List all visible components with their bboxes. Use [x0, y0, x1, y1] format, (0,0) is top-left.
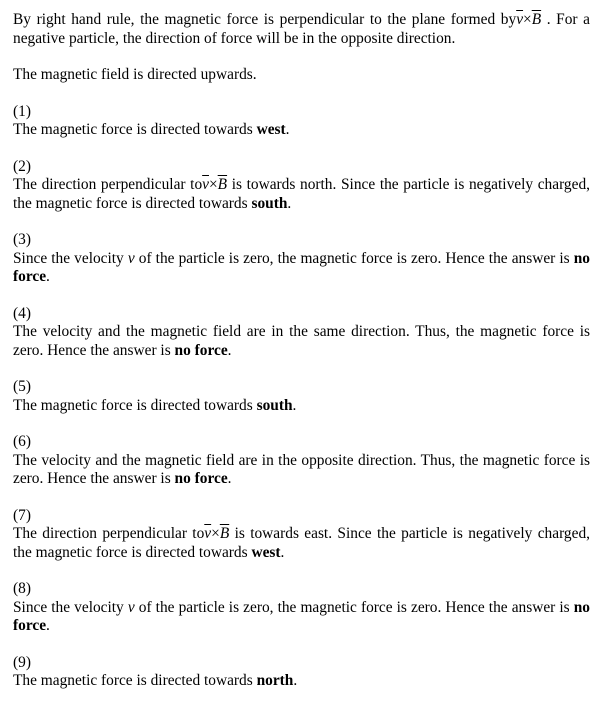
answer-bold: west [256, 121, 286, 138]
part-number: (3) [13, 231, 31, 248]
answer-bold: no force [13, 598, 590, 634]
part-answer: The magnetic force is directed towards north. [13, 672, 298, 689]
answer-bold: west [251, 543, 281, 561]
part-answer: The velocity and the magnetic field are in the opposite direction. Thus, the magnetic force is zero. Hence the answer is no force. [13, 451, 590, 487]
part-number: (1) [13, 102, 31, 120]
part-number: (5) [13, 378, 31, 395]
intro-paragraph: By right hand rule, the magnetic force is perpendicular to the plane formed $by\overline{v}\times\overline{B}$ . For a negative particle, the direction of force will be in the opposite direction. [13, 11, 590, 47]
answer-bold: no force [174, 470, 228, 487]
part-number: (8) [13, 580, 31, 597]
part-answer: Since the velocity v of the particle is zero, the magnetic force is zero. Hence the answer is no force. [13, 598, 590, 634]
answer-bold: no force [13, 249, 590, 285]
part-answer: The velocity and the magnetic field are in the same direction. Thus, the magnetic force is zero. Hence the answer is no force. [13, 323, 590, 359]
part-number: (2) [13, 157, 31, 175]
part-answer: The direction perpendicular $to\overline{v}\times\overline{B}$ is towards north. Since the particle is negatively charged, the magnetic force is directed towards south. [13, 176, 590, 212]
velocity-vector: $\overline{v}$ [516, 11, 524, 28]
answer-bold: no force [174, 341, 228, 359]
part-answer: The direction perpendicular $to\overline{v}\times\overline{B}$ is towards east. Since the particle is negatively charged, the magnetic force is directed towards west. [13, 525, 590, 561]
field-direction-text: The magnetic field is directed upwards. [13, 66, 257, 83]
part-number: (6) [13, 433, 31, 450]
part-answer: The magnetic force is directed towards west. [13, 121, 290, 138]
part-number: (7) [13, 506, 31, 524]
answer-bold: north [256, 672, 294, 689]
part-answer: The magnetic force is directed towards south. [13, 396, 297, 414]
cross-symbol: × [523, 11, 532, 28]
document-body [13, 11, 590, 691]
answer-bold: south [256, 396, 293, 414]
part-number: (9) [13, 653, 31, 671]
answer-bold: south [251, 194, 288, 212]
part-answer: Since the velocity v of the particle is zero, the magnetic force is zero. Hence the answer is no force. [13, 249, 590, 285]
field-vector: $\overline{B}$ [531, 11, 542, 28]
part-number: (4) [13, 304, 31, 322]
